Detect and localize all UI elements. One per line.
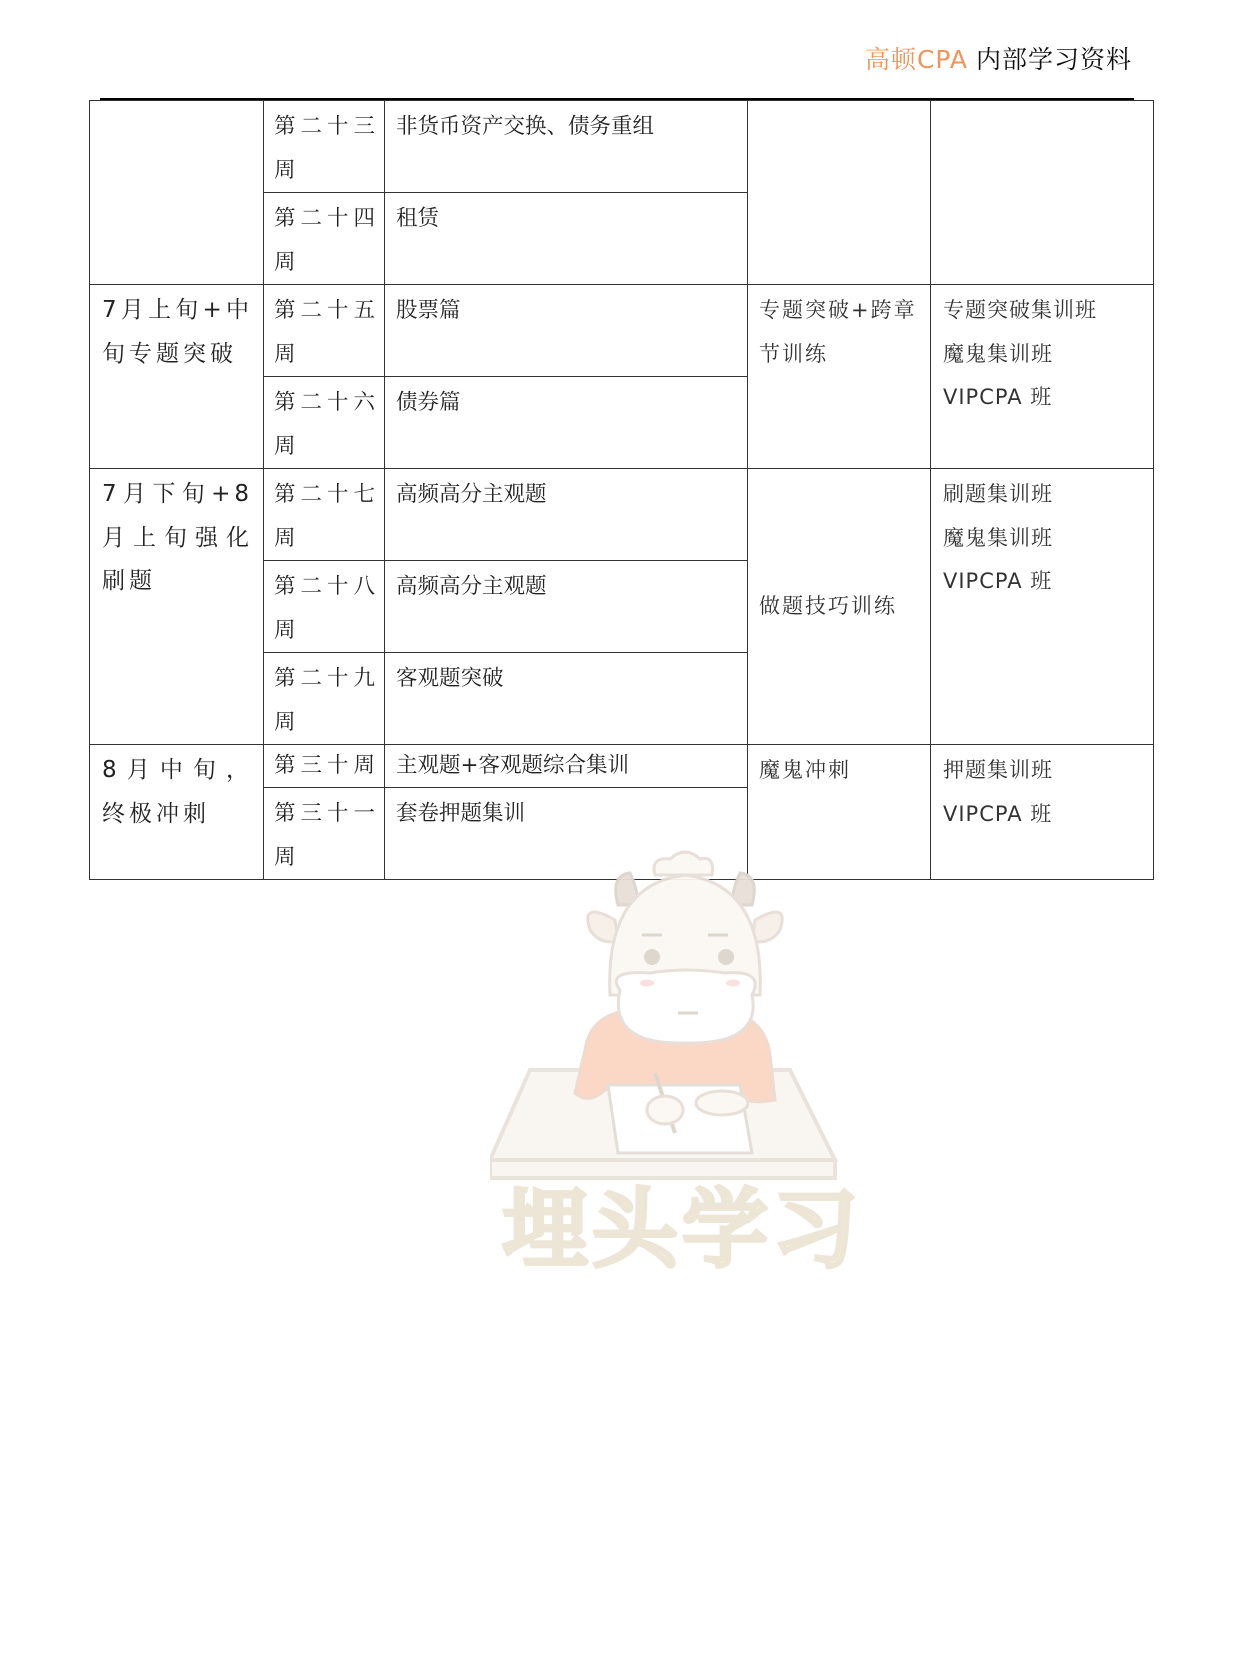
course-item: 魔鬼集训班: [943, 525, 1053, 550]
stage-cell: 8月中旬，终极冲刺: [90, 745, 264, 880]
header-subtitle: 内部学习资料: [975, 45, 1132, 74]
method-cell: 做题技巧训练: [748, 469, 931, 745]
document-header: [865, 40, 1132, 76]
week-cell: 第二十三周: [264, 101, 385, 193]
course-cell: [931, 745, 1154, 880]
week-cell: 第二十五周: [264, 285, 385, 377]
course-cell: [931, 469, 1154, 745]
week-cell: 第二十四周: [264, 193, 385, 285]
course-cell: [931, 285, 1154, 469]
table-row: [90, 745, 1154, 788]
content-cell: 套卷押题集训: [385, 788, 748, 880]
week-cell: 第二十九周: [264, 653, 385, 745]
course-item: VIPCPA 班: [943, 569, 1053, 593]
method-cell: 魔鬼冲刺: [748, 745, 931, 880]
stage-cell: 7月下旬+8月上旬强化刷题: [90, 469, 264, 745]
content-cell: 债券篇: [385, 377, 748, 469]
course-item: 魔鬼集训班: [943, 341, 1053, 366]
content-cell: 客观题突破: [385, 653, 748, 745]
course-item: 专题突破集训班: [943, 298, 1097, 322]
week-cell: 第三十一周: [264, 788, 385, 880]
table-row: [90, 101, 1154, 193]
watermark-text: 埋头学习: [502, 1180, 862, 1280]
content-cell: 股票篇: [385, 285, 748, 377]
table-row: [90, 285, 1154, 377]
content-cell: 租赁: [385, 193, 748, 285]
content-cell: 非货币资产交换、债务重组: [385, 101, 748, 193]
week-cell: 第二十八周: [264, 561, 385, 653]
course-item: VIPCPA 班: [943, 801, 1053, 826]
table-row: [90, 469, 1154, 561]
stage-cell: 7月上旬+中旬专题突破: [90, 285, 264, 469]
stage-cell: [90, 101, 264, 285]
content-cell: 高频高分主观题: [385, 469, 748, 561]
content-cell: 主观题+客观题综合集训: [385, 745, 748, 788]
course-item: 刷题集训班: [943, 482, 1053, 506]
study-plan-table: [89, 100, 1154, 880]
content-cell: 高频高分主观题: [385, 561, 748, 653]
week-cell: 第二十七周: [264, 469, 385, 561]
course-item: 押题集训班: [943, 758, 1053, 782]
method-cell: 专题突破+跨章节训练: [748, 285, 931, 469]
week-cell: 第三十周: [264, 745, 385, 788]
course-item: VIPCPA 班: [943, 385, 1053, 409]
method-cell: [748, 101, 931, 285]
week-cell: 第二十六周: [264, 377, 385, 469]
brand-name: 高顿CPA: [864, 45, 968, 74]
course-cell: [931, 101, 1154, 285]
